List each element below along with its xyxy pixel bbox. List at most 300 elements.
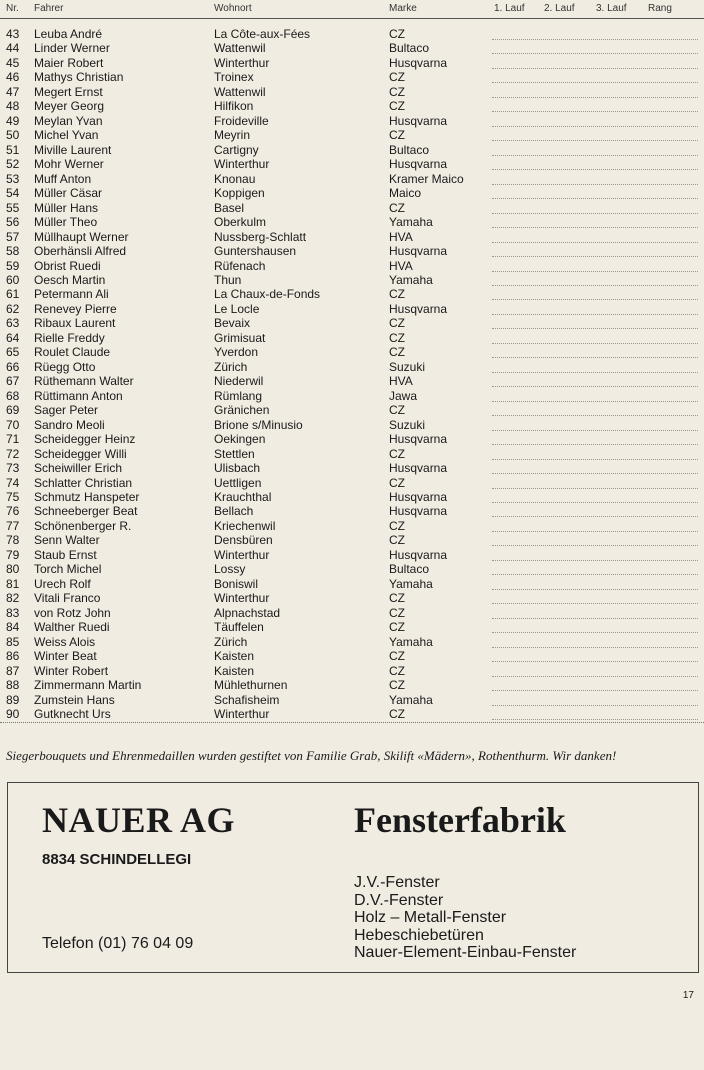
rider-name: Müller Hans	[34, 200, 99, 215]
result-line	[492, 357, 698, 358]
rider-brand: CZ	[389, 403, 405, 418]
table-row	[0, 85, 704, 99]
rider-brand: HVA	[389, 374, 413, 389]
rider-name: Linder Werner	[34, 41, 110, 56]
header-nr: Nr.	[6, 3, 19, 14]
rider-brand: Yamaha	[389, 215, 433, 230]
rider-town: Koppigen	[214, 186, 265, 201]
result-line	[492, 444, 698, 445]
result-line	[492, 661, 698, 662]
rider-brand: CZ	[389, 345, 405, 360]
result-line	[492, 53, 698, 54]
rider-name: Scheidegger Heinz	[34, 432, 136, 447]
rider-town: Stettlen	[214, 446, 255, 461]
rider-town: Kaisten	[214, 663, 255, 678]
rider-brand: Bultaco	[389, 41, 430, 56]
rider-number: 55	[6, 200, 20, 215]
rider-number: 80	[6, 562, 20, 577]
table-row	[0, 606, 704, 620]
rider-brand: CZ	[389, 316, 405, 331]
rider-town: Hilfikon	[214, 99, 254, 114]
rider-brand: Suzuki	[389, 359, 426, 374]
rider-brand: CZ	[389, 27, 405, 41]
result-line	[492, 140, 698, 141]
rider-town: Oberkulm	[214, 215, 267, 230]
table-row	[0, 635, 704, 649]
rider-brand: CZ	[389, 533, 405, 548]
table-row	[0, 519, 704, 533]
rider-number: 45	[6, 55, 20, 70]
rider-brand: Kramer Maico	[389, 171, 464, 186]
result-line	[492, 184, 698, 185]
rider-number: 73	[6, 461, 20, 476]
rider-brand: Bultaco	[389, 142, 430, 157]
header-lauf1: 1. Lauf	[494, 3, 525, 14]
table-row	[0, 649, 704, 663]
table-row	[0, 562, 704, 576]
rider-name: Staub Ernst	[34, 547, 97, 562]
rider-brand: CZ	[389, 678, 405, 693]
table-row	[0, 678, 704, 692]
rider-brand: CZ	[389, 707, 405, 722]
result-line	[492, 545, 698, 546]
table-row	[0, 143, 704, 157]
rider-number: 49	[6, 113, 20, 128]
rider-name: Rüegg Otto	[34, 359, 96, 374]
rider-town: La Chaux-de-Fonds	[214, 287, 321, 302]
result-line	[492, 97, 698, 98]
ad-product: Nauer-Element-Einbau-Fenster	[354, 944, 577, 961]
table-row	[0, 27, 704, 41]
rider-brand: Husqvarna	[389, 504, 448, 519]
rider-brand: Suzuki	[389, 417, 426, 432]
rider-name: Torch Michel	[34, 562, 102, 577]
rider-name: Müller Theo	[34, 215, 98, 230]
table-row	[0, 620, 704, 634]
rider-number: 61	[6, 287, 20, 302]
rider-number: 78	[6, 533, 20, 548]
ad-phone: Telefon (01) 76 04 09	[42, 935, 194, 952]
rider-name: Scheidegger Willi	[34, 446, 127, 461]
rider-number: 53	[6, 171, 20, 186]
result-line	[492, 198, 698, 199]
result-line	[492, 705, 698, 706]
ad-product: D.V.-Fenster	[354, 891, 444, 909]
rider-town: Knonau	[214, 171, 256, 186]
rider-town: Mühlethurnen	[214, 678, 288, 693]
rider-number: 52	[6, 157, 20, 172]
rider-name: Senn Walter	[34, 533, 100, 548]
table-row	[0, 244, 704, 258]
rider-name: Oberhänsli Alfred	[34, 244, 127, 259]
rider-name: Winter Robert	[34, 663, 109, 678]
rider-number: 46	[6, 70, 20, 85]
rider-number: 50	[6, 128, 20, 143]
rider-name: Mohr Werner	[34, 157, 104, 172]
table-row	[0, 403, 704, 417]
rider-name: Zumstein Hans	[34, 692, 115, 707]
rider-number: 44	[6, 41, 20, 56]
table-row	[0, 215, 704, 229]
rider-name: Weiss Alois	[34, 634, 96, 649]
rider-brand: CZ	[389, 128, 405, 143]
rider-town: Froideville	[214, 113, 269, 128]
rider-brand: HVA	[389, 229, 413, 244]
rider-brand: Husqvarna	[389, 244, 448, 259]
table-row	[0, 259, 704, 273]
result-line	[492, 647, 698, 648]
rider-name: Walther Ruedi	[34, 620, 110, 635]
table-row	[0, 548, 704, 562]
rider-name: Meyer Georg	[34, 99, 105, 114]
result-line	[492, 473, 698, 474]
table-row	[0, 577, 704, 591]
rider-town: Troinex	[214, 70, 254, 85]
rider-town: Winterthur	[214, 547, 270, 562]
rider-town: Winterthur	[214, 591, 270, 606]
rider-town: Zürich	[214, 359, 248, 374]
rider-number: 59	[6, 258, 20, 273]
result-line	[492, 126, 698, 127]
result-line	[492, 719, 698, 720]
rider-name: Schmutz Hanspeter	[34, 490, 140, 504]
table-row	[0, 447, 704, 461]
rider-number: 81	[6, 576, 20, 591]
advertisement	[7, 782, 699, 973]
rider-name: Oesch Martin	[34, 272, 106, 287]
rider-name: Müller Cäsar	[34, 186, 103, 201]
rider-brand: Yamaha	[389, 692, 433, 707]
rider-brand: Yamaha	[389, 634, 433, 649]
rider-number: 87	[6, 663, 20, 678]
rider-number: 54	[6, 186, 20, 201]
table-row	[0, 287, 704, 301]
table-row	[0, 172, 704, 186]
rider-name: Miville Laurent	[34, 142, 112, 157]
rider-name: Megert Ernst	[34, 84, 103, 99]
rider-number: 51	[6, 142, 20, 157]
table-row	[0, 41, 704, 55]
rider-name: Gutknecht Urs	[34, 707, 111, 722]
rider-brand: Jawa	[389, 388, 418, 403]
rider-name: Vitali Franco	[34, 591, 101, 606]
rider-number: 76	[6, 504, 20, 519]
table-row	[0, 490, 704, 504]
result-line	[492, 213, 698, 214]
result-line	[492, 415, 698, 416]
result-line	[492, 516, 698, 517]
rider-town: Densbüren	[214, 533, 273, 548]
table-row	[0, 331, 704, 345]
result-line	[492, 632, 698, 633]
rider-name: Mathys Christian	[34, 70, 124, 85]
rider-name: Zimmermann Martin	[34, 678, 142, 693]
rider-town: Rümlang	[214, 388, 263, 403]
rider-brand: CZ	[389, 70, 405, 85]
header-fahrer: Fahrer	[34, 3, 64, 14]
rider-town: Winterthur	[214, 707, 270, 722]
result-line	[492, 82, 698, 83]
rider-name: Meylan Yvan	[34, 113, 103, 128]
rider-brand: Maico	[389, 186, 422, 201]
rider-number: 60	[6, 272, 20, 287]
table-row	[0, 504, 704, 518]
rider-brand: Husqvarna	[389, 157, 448, 172]
rider-town: Basel	[214, 200, 245, 215]
rider-town: Winterthur	[214, 157, 270, 172]
rider-town: Schafisheim	[214, 692, 280, 707]
table-row	[0, 374, 704, 388]
rider-town: Kriechenwil	[214, 518, 276, 533]
rider-town: Brione s/Minusio	[214, 417, 303, 432]
table-header	[0, 0, 704, 19]
table-row	[0, 316, 704, 330]
result-line	[492, 690, 698, 691]
rider-brand: HVA	[389, 258, 413, 273]
rider-town: Cartigny	[214, 142, 259, 157]
rider-brand: CZ	[389, 663, 405, 678]
rider-name: von Rotz John	[34, 605, 111, 620]
rider-name: Petermann Ali	[34, 287, 109, 302]
result-line	[492, 169, 698, 170]
rider-number: 43	[6, 27, 20, 41]
result-line	[492, 155, 698, 156]
rider-number: 67	[6, 374, 20, 389]
result-line	[492, 603, 698, 604]
rider-town: Oekingen	[214, 432, 266, 447]
header-wohnort: Wohnort	[214, 3, 252, 14]
rider-town: Gränichen	[214, 403, 270, 418]
rider-brand: CZ	[389, 200, 405, 215]
rider-town: Niederwil	[214, 374, 264, 389]
rider-number: 86	[6, 649, 20, 664]
rider-name: Obrist Ruedi	[34, 258, 101, 273]
result-line	[492, 676, 698, 677]
rider-number: 65	[6, 345, 20, 360]
rider-brand: Husqvarna	[389, 301, 448, 316]
table-row	[0, 273, 704, 287]
header-lauf2: 2. Lauf	[544, 3, 575, 14]
result-line	[492, 386, 698, 387]
ad-product: Hebeschiebetüren	[354, 926, 484, 944]
rider-number: 62	[6, 301, 20, 316]
result-line	[492, 39, 698, 40]
result-line	[492, 574, 698, 575]
rider-brand: CZ	[389, 99, 405, 114]
rider-name: Winter Beat	[34, 649, 97, 664]
rider-number: 88	[6, 678, 20, 693]
table-row	[0, 345, 704, 359]
result-line	[492, 372, 698, 373]
page-number: 17	[682, 990, 694, 1001]
result-line	[492, 68, 698, 69]
result-line	[492, 314, 698, 315]
rider-town: Wattenwil	[214, 84, 266, 99]
table-row	[0, 114, 704, 128]
rider-name: Müllhaupt Werner	[34, 229, 129, 244]
rider-number: 66	[6, 359, 20, 374]
result-line	[492, 618, 698, 619]
rider-brand: CZ	[389, 620, 405, 635]
table-row	[0, 461, 704, 475]
rider-brand: Husqvarna	[389, 432, 448, 447]
rider-town: Uettligen	[214, 475, 262, 490]
rider-number: 48	[6, 99, 20, 114]
rider-town: Thun	[214, 272, 242, 287]
rider-number: 89	[6, 692, 20, 707]
rider-number: 90	[6, 707, 20, 722]
rider-name: Muff Anton	[34, 171, 92, 186]
table-row	[0, 707, 704, 721]
rider-number: 68	[6, 388, 20, 403]
rider-number: 79	[6, 547, 20, 562]
rider-town: Rüfenach	[214, 258, 266, 273]
rider-number: 58	[6, 244, 20, 259]
rider-name: Schönenberger R.	[34, 518, 132, 533]
rider-name: Sager Peter	[34, 403, 99, 418]
table-row	[0, 56, 704, 70]
ad-title: Fensterfabrik	[354, 800, 566, 840]
table-row	[0, 664, 704, 678]
rider-town: Täuffelen	[214, 620, 264, 635]
rider-brand: CZ	[389, 649, 405, 664]
table-row	[0, 389, 704, 403]
rider-number: 74	[6, 475, 20, 490]
result-line	[492, 242, 698, 243]
rider-list	[0, 27, 704, 722]
rider-name: Roulet Claude	[34, 345, 111, 360]
rider-number: 47	[6, 84, 20, 99]
rider-name: Rielle Freddy	[34, 330, 105, 345]
rider-town: Lossy	[214, 562, 246, 577]
table-row	[0, 432, 704, 446]
rider-brand: Bultaco	[389, 562, 430, 577]
rider-name: Rüthemann Walter	[34, 374, 134, 389]
rider-town: La Côte-aux-Fées	[214, 27, 311, 41]
result-line	[492, 343, 698, 344]
rider-town: Le Locle	[214, 301, 260, 316]
sponsor-note: Siegerbouquets und Ehrenmedaillen wurden gestiftet von Familie Grab, Skilift «Mädern», Rothenthurm. Wir danken!	[6, 748, 617, 763]
result-line	[492, 589, 698, 590]
table-row	[0, 99, 704, 113]
table-row	[0, 186, 704, 200]
rider-name: Ribaux Laurent	[34, 316, 116, 331]
result-line	[492, 227, 698, 228]
table-row	[0, 70, 704, 84]
rider-town: Grimisuat	[214, 330, 266, 345]
rider-number: 70	[6, 417, 20, 432]
rider-town: Kaisten	[214, 649, 255, 664]
table-row	[0, 533, 704, 547]
rider-town: Alpnachstad	[214, 605, 281, 620]
rider-town: Bevaix	[214, 316, 251, 331]
header-rang: Rang	[648, 3, 672, 14]
table-row	[0, 128, 704, 142]
ad-products	[354, 874, 576, 962]
table-row	[0, 157, 704, 171]
rider-number: 69	[6, 403, 20, 418]
rider-brand: Yamaha	[389, 576, 433, 591]
rider-town: Winterthur	[214, 55, 270, 70]
rider-town: Boniswil	[214, 576, 259, 591]
rider-brand: CZ	[389, 446, 405, 461]
ad-company-name: NAUER AG	[42, 800, 236, 840]
rider-number: 63	[6, 316, 20, 331]
ad-product: Holz – Metall-Fenster	[354, 909, 507, 926]
rider-town: Zürich	[214, 634, 248, 649]
rider-brand: CZ	[389, 605, 405, 620]
rider-town: Bellach	[214, 504, 254, 519]
result-line	[492, 271, 698, 272]
rider-name: Schlatter Christian	[34, 475, 133, 490]
table-row	[0, 360, 704, 374]
rider-brand: Yamaha	[389, 272, 433, 287]
table-row	[0, 230, 704, 244]
table-row	[0, 201, 704, 215]
rider-brand: CZ	[389, 287, 405, 302]
result-line	[492, 430, 698, 431]
rider-number: 77	[6, 518, 20, 533]
ad-product: J.V.-Fenster	[354, 874, 440, 891]
rider-town: Wattenwil	[214, 41, 266, 56]
result-line	[492, 111, 698, 112]
rider-number: 75	[6, 490, 20, 504]
table-row	[0, 693, 704, 707]
rider-town: Nussberg-Schlatt	[214, 229, 307, 244]
rider-name: Renevey Pierre	[34, 301, 117, 316]
rider-number: 64	[6, 330, 20, 345]
rider-brand: Husqvarna	[389, 490, 448, 504]
rider-brand: Husqvarna	[389, 55, 448, 70]
rider-name: Leuba André	[34, 27, 103, 41]
rider-town: Ulisbach	[214, 461, 261, 476]
rider-brand: CZ	[389, 330, 405, 345]
rider-number: 57	[6, 229, 20, 244]
rider-number: 83	[6, 605, 20, 620]
rider-name: Rüttimann Anton	[34, 388, 123, 403]
rider-town: Krauchthal	[214, 490, 272, 504]
result-line	[492, 328, 698, 329]
rider-number: 71	[6, 432, 20, 447]
header-lauf3: 3. Lauf	[596, 3, 627, 14]
table-row	[0, 302, 704, 316]
result-line	[492, 459, 698, 460]
rider-brand: CZ	[389, 84, 405, 99]
rider-name: Michel Yvan	[34, 128, 99, 143]
rider-name: Scheiwiller Erich	[34, 461, 123, 476]
table-row	[0, 476, 704, 490]
rider-name: Urech Rolf	[34, 576, 91, 591]
rider-brand: CZ	[389, 591, 405, 606]
result-line	[492, 560, 698, 561]
table-row	[0, 591, 704, 605]
result-line	[492, 401, 698, 402]
table-row	[0, 418, 704, 432]
rider-number: 56	[6, 215, 20, 230]
result-line	[492, 299, 698, 300]
rider-number: 85	[6, 634, 20, 649]
rider-brand: CZ	[389, 475, 405, 490]
result-line	[492, 285, 698, 286]
rider-brand: Husqvarna	[389, 547, 448, 562]
result-line	[492, 502, 698, 503]
header-marke: Marke	[389, 3, 417, 14]
rider-brand: Husqvarna	[389, 461, 448, 476]
rider-name: Sandro Meoli	[34, 417, 105, 432]
rider-number: 84	[6, 620, 20, 635]
ad-address: 8834 SCHINDELLEGI	[42, 851, 192, 868]
rider-brand: CZ	[389, 518, 405, 533]
